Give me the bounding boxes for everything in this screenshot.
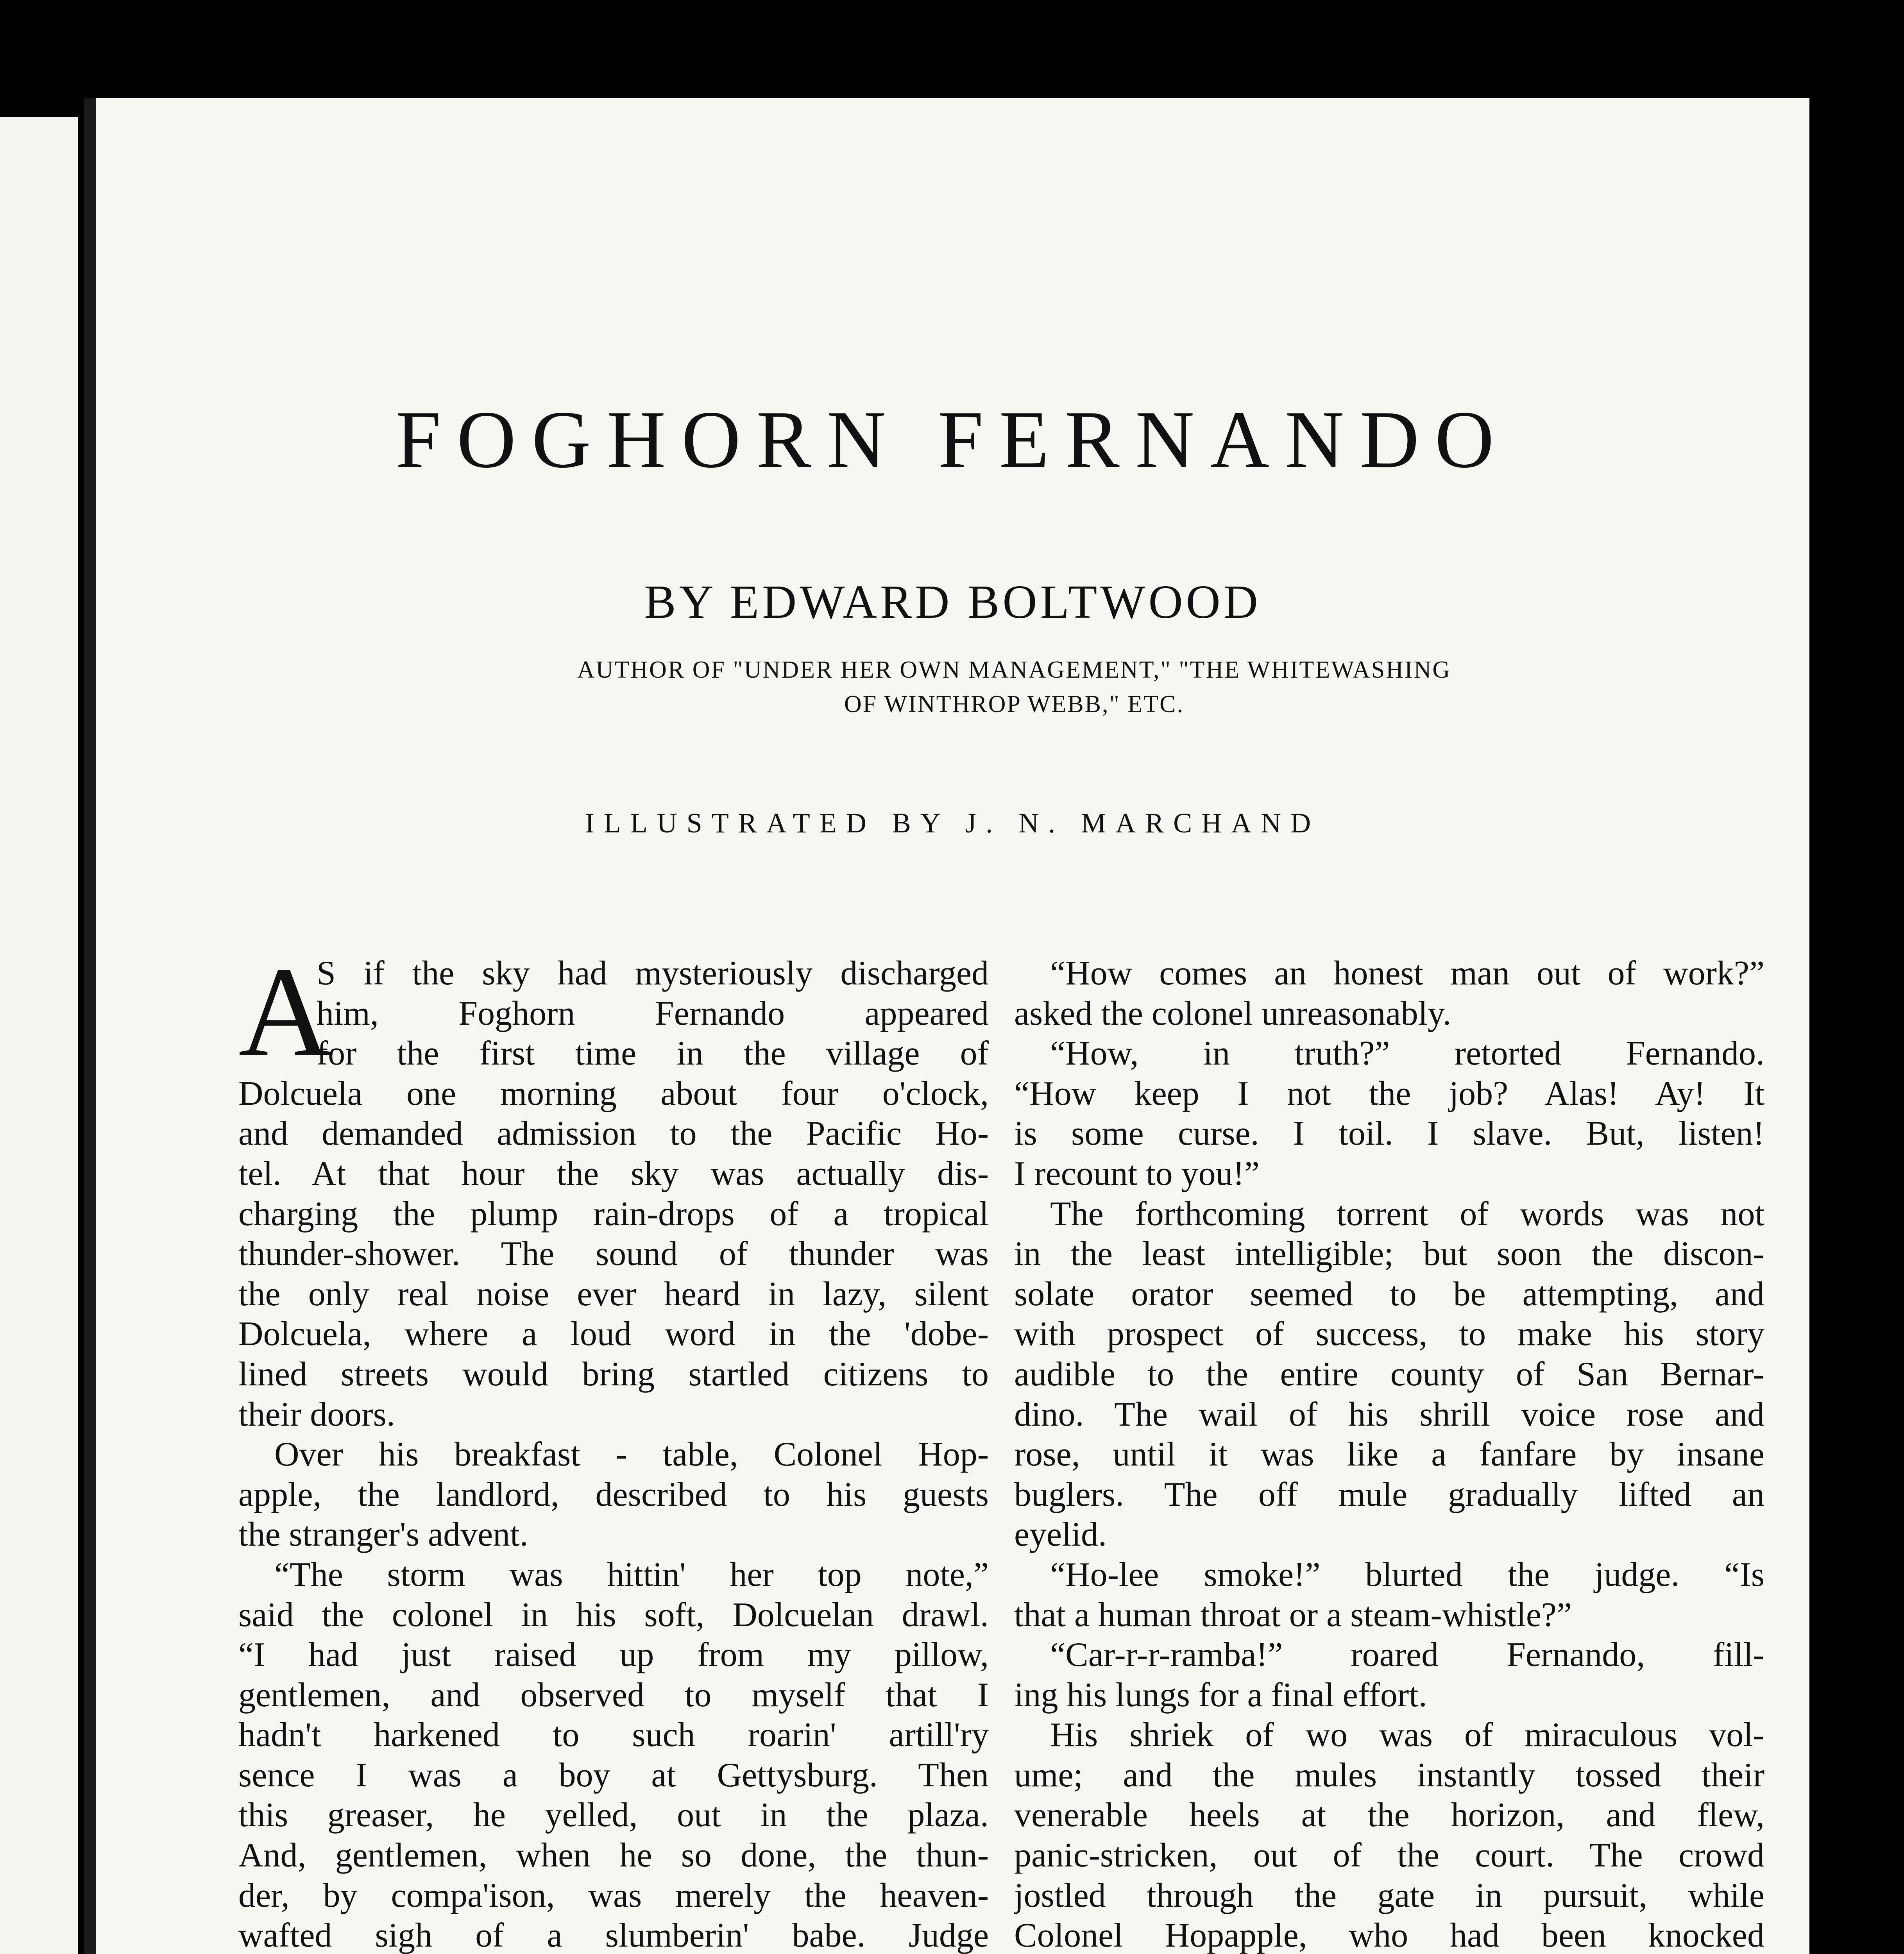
text-line: wafted sigh of a slumberin' babe. Judge	[238, 1916, 989, 1954]
text-line: the stranger's advent.	[238, 1516, 528, 1554]
text-line: and demanded admission to the Pacific Ho-	[238, 1115, 989, 1153]
text-line: Dolcuela one morning about four o'clock,	[238, 1074, 989, 1113]
text-line: “How, in truth?” retorted Fernando.	[1050, 1034, 1764, 1073]
text-line: The forthcoming torrent of words was not	[1050, 1195, 1764, 1233]
text-column-left	[238, 941, 989, 1954]
text-line: audible to the entire county of San Bernar-	[1014, 1355, 1764, 1393]
text-line: I recount to you!”	[1014, 1154, 1260, 1193]
text-line: His shriek of wo was of miraculous vol-	[1050, 1716, 1764, 1754]
drop-cap: A	[238, 941, 332, 1083]
facing-page-edge	[0, 117, 78, 1954]
text-line: ing his lungs for a final effort.	[1014, 1676, 1427, 1714]
text-line: ume; and the mules instantly tossed their	[1014, 1756, 1764, 1794]
text-line: eyelid.	[1014, 1516, 1107, 1554]
illustrator-credit: ILLUSTRATED BY J. N. MARCHAND	[585, 807, 1321, 839]
text-line: hadn't harkened to such roarin' artill'ry	[238, 1716, 989, 1754]
text-line: tel. At that hour the sky was actually dis-	[238, 1154, 989, 1193]
text-line: solate orator seemed to be attempting, and	[1014, 1275, 1764, 1313]
text-line: “The storm was hittin' her top note,”	[274, 1555, 989, 1594]
text-line: lined streets would bring startled citizens to	[238, 1355, 989, 1393]
text-line: thunder-shower. The sound of thunder was	[238, 1235, 989, 1273]
text-line: Dolcuela, where a loud word in the 'dobe-	[238, 1315, 989, 1353]
byline: BY EDWARD BOLTWOOD	[644, 576, 1261, 628]
text-line: this greaser, he yelled, out in the plaza.	[238, 1796, 989, 1834]
text-line: “How keep I not the job? Alas! Ay! It	[1014, 1074, 1764, 1113]
text-line: buglers. The off mule gradually lifted an	[1014, 1475, 1764, 1514]
text-line: that a human throat or a steam-whistle?”	[1014, 1596, 1572, 1634]
text-line: “Car-r-r-ramba!” roared Fernando, fill-	[1050, 1636, 1764, 1674]
text-line: the only real noise ever heard in lazy, silent	[238, 1275, 989, 1313]
text-line: der, by compa'ison, was merely the heaven-	[238, 1876, 989, 1915]
text-line: “Ho-lee smoke!” blurted the judge. “Is	[1050, 1555, 1764, 1594]
text-line: their doors.	[238, 1395, 395, 1433]
text-line: asked the colonel unreasonably.	[1014, 994, 1451, 1032]
author-credits-line: AUTHOR OF "UNDER HER OWN MANAGEMENT," "THE WHITEWASHING	[577, 657, 1451, 683]
text-line: jostled through the gate in pursuit, while	[1014, 1876, 1764, 1915]
text-line: Colonel Hopapple, who had been knocked	[1014, 1916, 1764, 1954]
text-line: is some curse. I toil. I slave. But, listen!	[1014, 1115, 1764, 1153]
article-title: FOGHORN FERNANDO	[395, 394, 1510, 485]
author-credits	[369, 653, 1659, 721]
text-line: Over his breakfast - table, Colonel Hop-	[274, 1435, 989, 1474]
magazine-page	[84, 98, 1809, 1954]
text-line: apple, the landlord, described to his guests	[238, 1475, 989, 1514]
text-line: “I had just raised up from my pillow,	[238, 1636, 989, 1674]
text-line: in the least intelligible; but soon the discon-	[1014, 1235, 1764, 1273]
text-line: with prospect of success, to make his story	[1014, 1315, 1764, 1353]
text-line: And, gentlemen, when he so done, the thun-	[238, 1836, 989, 1875]
text-line: panic-stricken, out of the court. The crowd	[1014, 1836, 1764, 1875]
text-line: gentlemen, and observed to myself that I	[238, 1676, 989, 1714]
text-line: sence I was a boy at Gettysburg. Then	[238, 1756, 989, 1794]
text-column-right	[1014, 954, 1764, 1954]
text-line: for the first time in the village of	[317, 1034, 989, 1073]
text-line: said the colonel in his soft, Dolcuelan drawl.	[238, 1596, 989, 1634]
text-line: rose, until it was like a fanfare by insane	[1014, 1435, 1764, 1474]
author-credits-line: OF WINTHROP WEBB," ETC.	[844, 691, 1184, 718]
text-line: dino. The wail of his shrill voice rose and	[1014, 1395, 1764, 1433]
text-line: charging the plump rain-drops of a tropical	[238, 1195, 989, 1233]
text-line: S if the sky had mysteriously discharged	[317, 954, 989, 992]
text-line: “How comes an honest man out of work?”	[1050, 954, 1764, 992]
text-line: venerable heels at the horizon, and flew,	[1014, 1796, 1764, 1834]
text-line: him, Foghorn Fernando appeared	[317, 994, 989, 1032]
